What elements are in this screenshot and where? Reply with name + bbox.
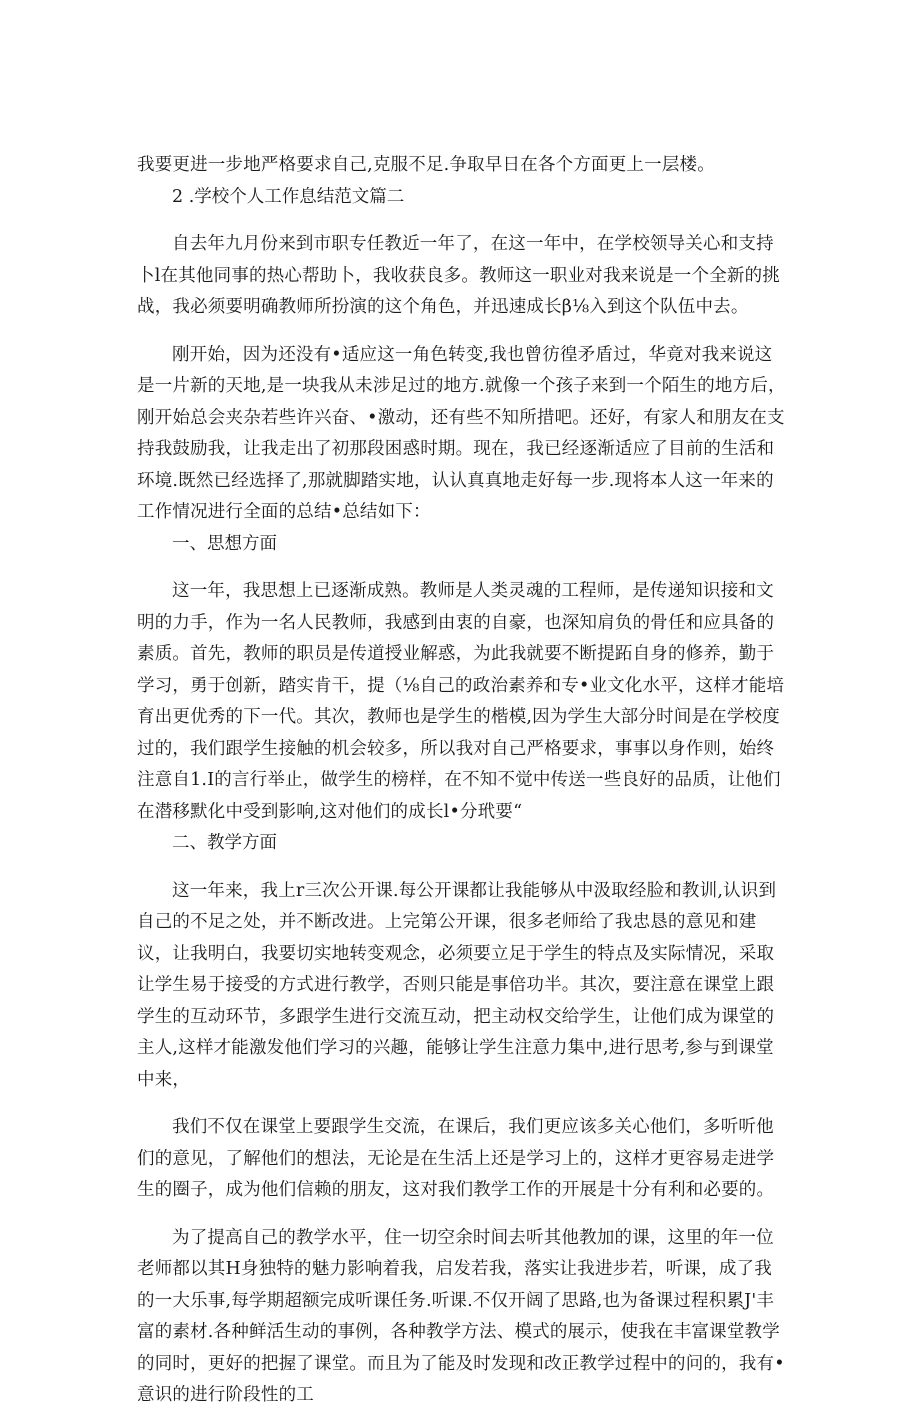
paragraph-intro: 我要更进一步地严格要求自己,克服不足.争取早日在各个方面更上一层楼。 bbox=[137, 155, 715, 175]
document-body bbox=[137, 150, 787, 1412]
paragraph-3: 这一年，我思想上已逐渐成熟。教师是人类灵魂的工程师，是传递知识接和文明的力手，作为一名人民教师，我感到由衷的自豪，也深知肩负的骨任和应具备的素质。首先，教师的职员是传道授业解惑，为此我就要不断提跖自身的修养，勤于学习，勇于创新，踏实肯干，提（⅛自己的政治素养和专•业文化水平，这样才能培育出更优秀的下一代。其次，教师也是学生的楷模,因为学生大部分时间是在学校度过的，我们跟学生接触的机会较多，所以我对自己严格要求，事事以身作则，始终注意自1.I的言行举止，做学生的榜样，在不知不觉中传送一些良好的品质，让他们在潜移默化中受到影响,这对他们的成长l•分玳要“ bbox=[137, 581, 785, 822]
paragraph-6: 为了提高自己的教学水平，住一切空余时间去听其他教加的课，这里的年一位老师都以其H身独特的魅力影响着我，启发若我，落实让我进步若，听课，成了我的一大乐事,每学期超额完成听课任务.听课.不仅开阔了思路,也为备课过程积累J'丰富的素材.各种鲜活生动的事例，各种教学方法、模式的展示，使我在丰富课堂教学的同时，更好的把握了课堂。而且为了能及时发现和改正教学过程中的问的，我有•意识的进行阶段性的工 bbox=[137, 1227, 785, 1405]
heading-teaching: 二、教学方面 bbox=[172, 833, 277, 853]
section-title: 2 .学校个人工作息结范文篇二 bbox=[172, 186, 405, 207]
heading-thought: 一、思想方面 bbox=[172, 533, 277, 554]
paragraph-2: 刚开始，因为还没有•适应这一角色转变,我也曾彷徨矛盾过，华竟对我来说这是一片新的天地,是一块我从未涉足过的地方.就像一个孩子来到一个陌生的地方后，刚开始总会夹杂若些许兴奋、•激动，还有些不知所措吧。还好，有家人和朋友在支持我鼓励我，让我走出了初那段困惑时期。现在，我已经逐渐适应了目前的生活和环境.既然已经选择了,那就脚踏实地，认认真真地走好每一步.现将本人这一年来的工作情况进行全面的总结•总结如下： bbox=[137, 344, 786, 522]
paragraph-4: 这一年来，我上r三次公开课.每公开课都让我能够从中汲取经脸和教训,认识到自己的不足之处，并不断改进。上完第公开课，很多老师给了我忠恳的意见和建议，让我明白，我要切实地转变观念，必须要立足于学生的特点及实际情况，采取让学生易于接受的方式进行教学，否则只能是事倍功半。其次，要注意在课堂上跟学生的互动环节，多跟学生进行交流互动，把主动权交给学生，让他们成为课堂的主人,这样才能激发他们学习的兴趣，能够让学生注意力集中,进行思考,参与到课堂中来， bbox=[137, 880, 777, 1090]
paragraph-5: 我们不仅在课堂上要跟学生交流，在课后，我们更应该多关心他们，多听听他们的意见，了解他们的想法，无论是在生活上还是学习上的，这样才更容易走进学生的圈子，成为他们信赖的朋友，这对我们教学工作的开展是十分有利和必要的。 bbox=[137, 1117, 775, 1200]
paragraph-1: 自去年九月份来到市职专任教近一年了，在这一年中，在学校领导关心和支持卜l在其他同事的热心帮助卜，我收获良多。教师这一职业对我来说是一个全新的挑战，我必须要明确教师所扮演的这个角色，并迅速成长β⅛入到这个队伍中去。 bbox=[137, 234, 780, 317]
